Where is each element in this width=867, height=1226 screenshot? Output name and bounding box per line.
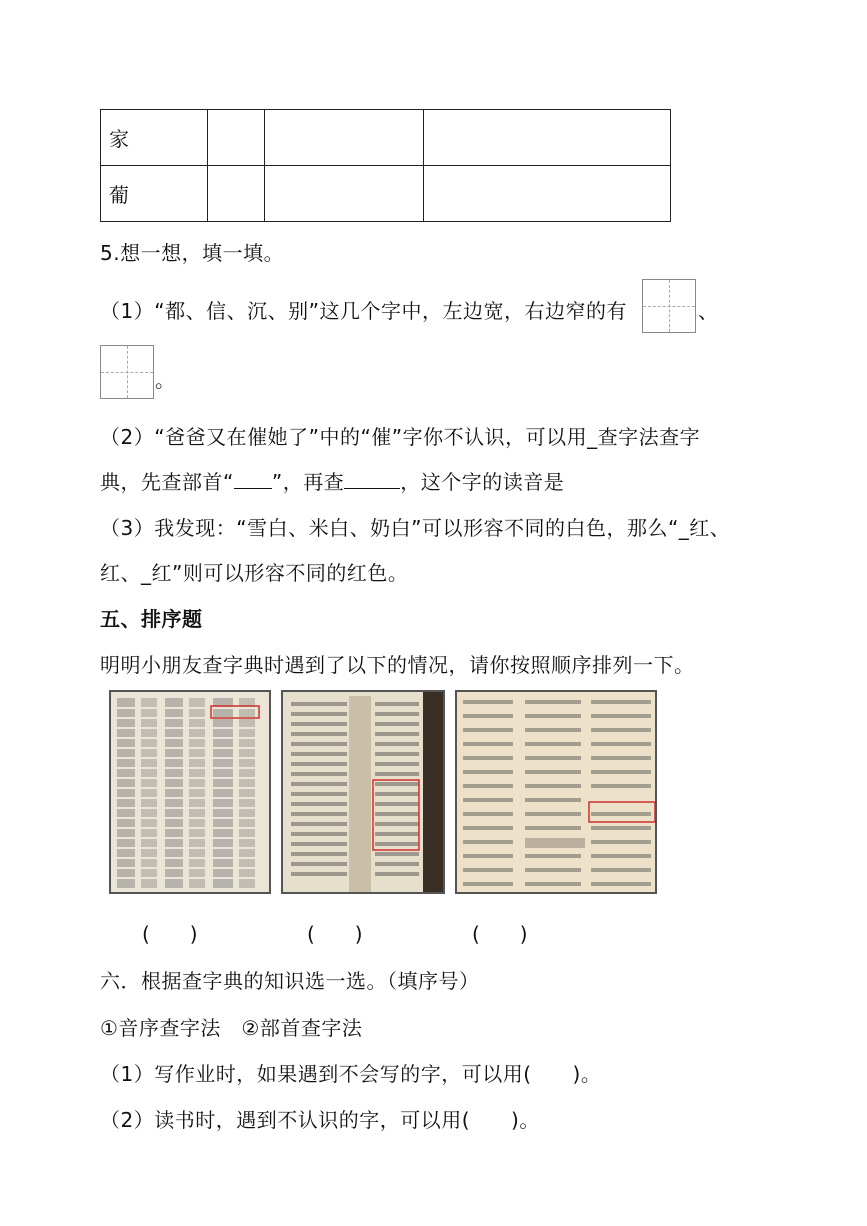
- table-cell-blank[interactable]: [265, 110, 424, 166]
- radical-table-photo: [455, 690, 657, 894]
- radical-table-illustration: [457, 692, 657, 894]
- table-cell-blank[interactable]: [424, 110, 671, 166]
- answer-paren-2[interactable]: ( ): [307, 922, 363, 946]
- answer-paren-3[interactable]: ( ): [472, 922, 528, 946]
- table-cell-blank[interactable]: [208, 166, 265, 222]
- dictionary-index-illustration: [111, 692, 271, 894]
- table-cell-blank[interactable]: [208, 110, 265, 166]
- table-cell-blank[interactable]: [265, 166, 424, 222]
- table-row: [101, 110, 671, 166]
- table-cell-char: 家: [101, 110, 208, 166]
- table-cell-blank[interactable]: [424, 166, 671, 222]
- q5-part2-line1: （2）“爸爸又在催她了”中的“催”字你不认识，可以用_查字法查字: [100, 425, 701, 449]
- tian-grid-box-1[interactable]: [642, 279, 696, 333]
- dictionary-index-photo: [109, 690, 271, 894]
- section5-title: 五、排序题: [100, 607, 203, 631]
- table-cell-char: 葡: [101, 166, 208, 222]
- section6-title: 六．根据查字典的知识选一选。（填序号）: [100, 969, 480, 993]
- q5-part1-text: （1）“都、信、沉、别”这几个字中，左边宽，右边窄的有: [100, 299, 627, 323]
- q5-part2-line2: [100, 466, 564, 495]
- q5-part3-line1: （3）我发现：“雪白、米白、奶白”可以形容不同的白色，那么“_红、: [100, 516, 731, 540]
- section5-instruction: 明明小朋友查字典时遇到了以下的情况，请你按照顺序排列一下。: [100, 653, 695, 677]
- q5-part1-separator: 、: [698, 299, 718, 323]
- q5-part2-b: ”，再查: [271, 470, 345, 494]
- section6-question-1: （1）写作业时，如果遇到不会写的字，可以用( )。: [100, 1062, 602, 1086]
- dictionary-entry-page-photo: [281, 690, 445, 894]
- answer-paren-1[interactable]: ( ): [142, 922, 198, 946]
- table-row: [101, 166, 671, 222]
- tian-grid-box-2[interactable]: [100, 345, 154, 399]
- section6-options: ①音序查字法 ②部首查字法: [100, 1016, 363, 1040]
- q5-part3-line2: 红、_红”则可以形容不同的红色。: [100, 561, 409, 585]
- q5-part2-a: 典，先查部首“: [100, 470, 234, 494]
- stroke-count-blank[interactable]: [344, 468, 400, 489]
- radical-blank[interactable]: [234, 468, 272, 489]
- character-table: [100, 109, 671, 222]
- q5-heading: 5.想一想，填一填。: [100, 241, 285, 265]
- dictionary-entry-illustration: [283, 692, 445, 894]
- section6-question-2: （2）读书时，遇到不认识的字，可以用( )。: [100, 1108, 540, 1132]
- q5-part1-end: 。: [155, 368, 175, 392]
- q5-part2-c: ，这个字的读音是: [400, 470, 565, 494]
